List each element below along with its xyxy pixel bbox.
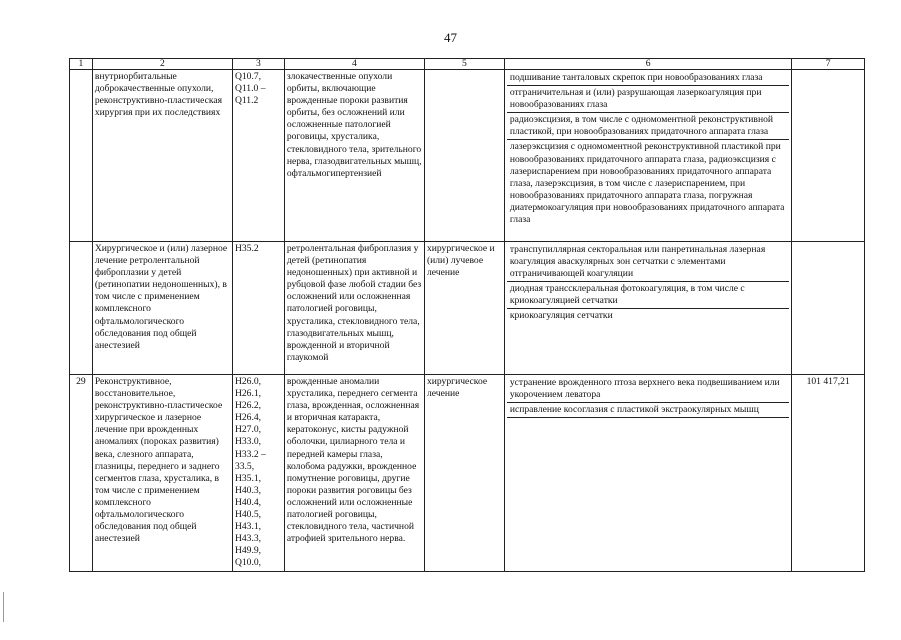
treatment-methods: [504, 70, 791, 242]
header-col-7: 7: [792, 59, 865, 70]
price: [792, 242, 865, 375]
method-item: радиоэксцизия, в том числе с одномоментной реконструктивной пластикой, при новообразованиях придаточного аппарата глаза: [507, 113, 789, 140]
header-col-4: 4: [284, 59, 424, 70]
row-number: [70, 70, 93, 242]
header-col-6: 6: [504, 59, 791, 70]
table-row: [70, 70, 865, 242]
patient-model: врожденные аномалии хрусталика, переднего сегмента глаза, врожденная, осложненная и вторичная катаракта, кератоконус, кисты радужной оболочки, цилиарного тела и передней камеры глаза, колобома радужки, врожденное помутнение роговицы, другие пороки развития роговицы без осложнений или осложненные патологией роговицы, стекловидного тела, частичной атрофией зрительного нерва.: [284, 375, 424, 572]
row-number: 29: [70, 375, 93, 572]
patient-model: ретролентальная фиброплазия у детей (ретинопатия недоношенных) при активной и рубцовой фазе любой стадии без осложнений или осложненная патологией роговицы, хрусталика, стекловидного тела, глазодвигательных мышц, врожденной и вторичной глаукомой: [284, 242, 424, 375]
treatment-methods: [504, 242, 791, 375]
header-col-5: 5: [424, 59, 504, 70]
table-row: [70, 242, 865, 375]
treatment-methods: [504, 375, 791, 572]
page-number: 47: [444, 30, 457, 45]
method-item: отграничительная и (или) разрушающая лазеркоагуляция при новообразованиях глаза: [507, 86, 789, 113]
care-type-name: Хирургическое и (или) лазерное лечение ретролентальной фиброплазии у детей (ретинопатии недоношенных), в том числе с применением комплексного офтальмологического обследования под общей анестезией: [92, 242, 232, 375]
icd-codes: Q10.7, Q11.0 – Q11.2: [232, 70, 284, 242]
header-col-3: 3: [232, 59, 284, 70]
treatment-type: хирургическое лечение: [424, 375, 504, 572]
table-header-row: [70, 59, 865, 70]
header-col-2: 2: [92, 59, 232, 70]
method-item: подшивание танталовых скрепок при новообразованиях глаза: [507, 71, 789, 86]
method-item: исправление косоглазия с пластикой экстраокулярных мышц: [507, 403, 789, 418]
method-item: криокоагуляция сетчатки: [509, 310, 613, 322]
method-item: лазерэксцизия с одномоментной реконструктивной пластикой при новообразованиях придаточного аппарата глаза, радиоэксцизия с лазериспарением при новообразованиях придаточного аппарата глаза, лазерэксцизия, в том числе с лазериспарением, при новообразованиях придаточного аппарата глаза, погружная диатермокоагуляция при новообразованиях придаточного аппарата глаза: [509, 141, 785, 226]
treatment-type: хирургическое и (или) лучевое лечение: [424, 242, 504, 375]
treatment-type: [424, 70, 504, 242]
price: [792, 70, 865, 242]
medical-care-table: [69, 58, 865, 572]
care-type-name: Реконструктивное, восстановительное, реконструктивно-пластическое хирургическое и лазерное лечение при врожденных аномалиях (пороках развития) века, слезного аппарата, глазницы, переднего и заднего сегментов глаза, хрусталика, в том числе с применением комплексного офтальмологического обследования под общей анестезией: [92, 375, 232, 572]
method-item: устранение врожденного птоза верхнего века подвешиванием или укорочением леватора: [507, 376, 789, 403]
table-row: [70, 375, 865, 572]
scan-edge-mark: [3, 592, 4, 622]
method-item: диодная транссклеральная фотокоагуляция, в том числе с криокоагуляцией сетчатки: [507, 282, 789, 309]
patient-model: злокачественные опухоли орбиты, включающие врожденные пороки развития орбиты, без осложнений или осложненные патологией роговицы, хрусталика, стекловидного тела, зрительного нерва, глазодвигательных мышц, офтальмогипертензией: [284, 70, 424, 242]
icd-codes: H35.2: [232, 242, 284, 375]
method-item: транспупиллярная секторальная или панретинальная лазерная коагуляция аваскулярных зон сетчатки с элементами отграничивающей коагуляции: [507, 243, 789, 282]
care-type-name: внутриорбитальные доброкачественные опухоли, реконструктивно-пластическая хирургия при их последствиях: [92, 70, 232, 242]
row-number: [70, 242, 93, 375]
price: 101 417,21: [792, 375, 865, 572]
header-col-1: 1: [70, 59, 93, 70]
icd-codes: H26.0, H26.1, H26.2, H26.4, H27.0, H33.0, H33.2 – 33.5, H35.1, H40.3, H40.4, H40.5, H43.1, H43.3, H49.9, Q10.0,: [232, 375, 284, 572]
